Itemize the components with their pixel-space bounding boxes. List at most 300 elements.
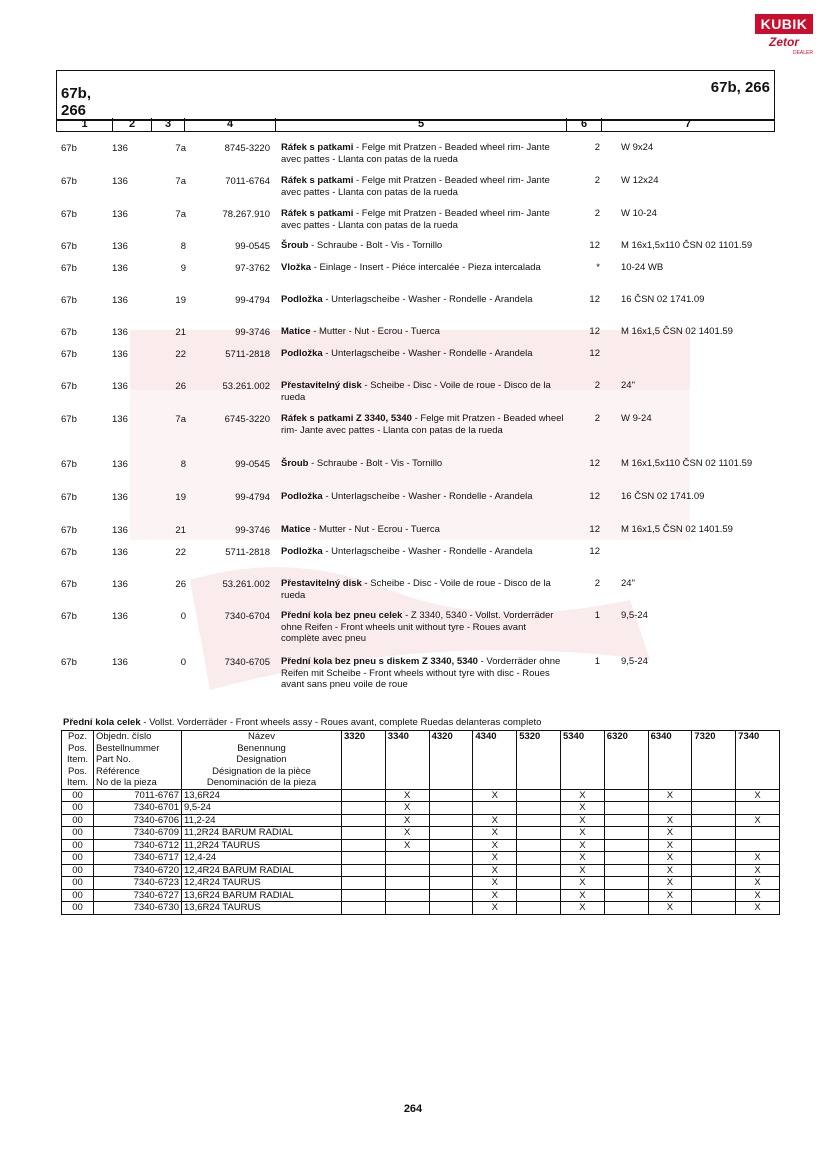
part-figure: 136 <box>112 263 128 274</box>
page-number: 264 <box>403 1103 423 1115</box>
model-applicability-mark <box>692 814 736 827</box>
model-applicability-mark <box>429 877 473 890</box>
part-number: 99-0545 <box>235 459 270 470</box>
model-applicability-mark <box>429 802 473 815</box>
model-applicability-mark <box>429 839 473 852</box>
part-description <box>281 610 566 645</box>
header-line: Référence <box>96 765 140 777</box>
model-applicability-mark <box>692 827 736 840</box>
table-row <box>62 814 780 827</box>
header-line: Pos. <box>67 742 87 754</box>
part-position: 22 <box>175 349 186 360</box>
part-figure: 136 <box>112 459 128 470</box>
part-group: 67b <box>61 381 77 392</box>
model-applicability-mark: X <box>648 864 692 877</box>
part-number: 99-0545 <box>235 241 270 252</box>
model-applicability-mark: X <box>473 814 517 827</box>
part-name-cz: Matice <box>281 326 311 337</box>
part-number: 53.261.002 <box>222 579 270 590</box>
header-line: Designation <box>236 754 287 765</box>
part-description <box>281 262 566 274</box>
part-quantity: 12 <box>589 524 600 535</box>
model-applicability-mark <box>517 839 561 852</box>
row-part-number: 7340-6712 <box>94 839 182 852</box>
header-line: No de la pieza <box>96 777 157 788</box>
colnum-7: 7 <box>684 118 692 130</box>
model-applicability-mark: X <box>560 889 604 902</box>
header-line: Désignation de la pièce <box>212 765 311 777</box>
part-figure: 136 <box>112 295 128 306</box>
model-applicability-mark <box>342 814 386 827</box>
table-row <box>62 902 780 915</box>
model-applicability-mark <box>692 889 736 902</box>
part-figure: 136 <box>112 611 128 622</box>
model-applicability-mark <box>604 852 648 865</box>
part-number: 7340-6705 <box>224 657 270 668</box>
part-quantity: 2 <box>594 142 600 153</box>
part-note: 10-24 WB <box>621 262 664 273</box>
assy-title-bold: Přední kola celek <box>63 717 141 728</box>
model-applicability-mark: X <box>385 814 429 827</box>
header-line: Poz. <box>67 731 87 742</box>
part-number: 53.261.002 <box>222 381 270 392</box>
part-figure: 136 <box>112 547 128 558</box>
model-applicability-mark: X <box>648 889 692 902</box>
model-applicability-mark <box>429 814 473 827</box>
model-applicability-mark: X <box>560 802 604 815</box>
model-applicability-mark <box>517 852 561 865</box>
part-figure: 136 <box>112 241 128 252</box>
row-pos: 00 <box>62 902 94 915</box>
part-group: 67b <box>61 579 77 590</box>
model-applicability-mark: X <box>385 839 429 852</box>
part-description <box>281 240 566 252</box>
part-position: 26 <box>175 579 186 590</box>
model-applicability-mark <box>604 902 648 915</box>
part-group: 67b <box>61 176 77 187</box>
part-description <box>281 175 566 198</box>
part-description <box>281 578 566 601</box>
table-row <box>62 877 780 890</box>
part-note: W 9x24 <box>621 142 654 153</box>
colnum-1: 1 <box>81 118 88 130</box>
model-applicability-mark <box>517 789 561 802</box>
part-position: 8 <box>180 241 186 252</box>
front-wheels-assy-table <box>61 730 780 915</box>
part-name-cz: Podložka <box>281 491 323 502</box>
row-designation: 11,2R24 BARUM RADIAL <box>182 827 342 840</box>
model-applicability-mark <box>385 852 429 865</box>
part-name-cz: Ráfek s patkami Z 3340, 5340 <box>281 413 412 424</box>
part-quantity: * <box>596 262 600 273</box>
colnum-2: 2 <box>128 118 136 130</box>
header-line: Objedn. číslo <box>96 731 152 742</box>
model-applicability-mark <box>604 827 648 840</box>
part-figure: 136 <box>112 492 128 503</box>
part-group: 67b <box>61 241 77 252</box>
header-section-left <box>61 85 91 119</box>
row-part-number: 7340-6730 <box>94 902 182 915</box>
header-line: Bestellnummer <box>96 742 160 754</box>
row-part-number: 7340-6706 <box>94 814 182 827</box>
model-applicability-mark: X <box>648 839 692 852</box>
part-quantity: 2 <box>594 208 600 219</box>
model-applicability-mark <box>692 877 736 890</box>
part-figure: 136 <box>112 579 128 590</box>
part-note: M 16x1,5 ČSN 02 1401.59 <box>621 326 733 337</box>
model-applicability-mark <box>429 789 473 802</box>
model-applicability-mark: X <box>560 839 604 852</box>
row-pos: 00 <box>62 789 94 802</box>
row-part-number: 7340-6709 <box>94 827 182 840</box>
part-note: 16 ČSN 02 1741.09 <box>621 491 705 502</box>
part-name-cz: Ráfek s patkami <box>281 175 354 186</box>
part-name-cz: Přední kola bez pneu celek <box>281 610 403 621</box>
assy-table-title <box>63 717 541 728</box>
header-line: Benennung <box>237 742 286 754</box>
assy-title-rest: - Vollst. Vorderräder - Front wheels assy - Roues avant, complete Ruedas delanteras completo <box>140 717 542 728</box>
model-applicability-mark: X <box>648 827 692 840</box>
part-position: 26 <box>175 381 186 392</box>
part-name-translations: - Scheibe - Disc - Voile de roue - Disco de la rueda <box>281 578 551 601</box>
model-applicability-mark: X <box>648 789 692 802</box>
part-quantity: 2 <box>594 413 600 424</box>
model-applicability-mark: X <box>473 789 517 802</box>
model-applicability-mark <box>692 864 736 877</box>
model-applicability-mark <box>692 852 736 865</box>
row-pos: 00 <box>62 864 94 877</box>
model-applicability-mark: X <box>560 814 604 827</box>
row-part-number: 7340-6723 <box>94 877 182 890</box>
table-row <box>62 827 780 840</box>
table-row <box>62 802 780 815</box>
model-applicability-mark: X <box>473 864 517 877</box>
part-position: 7a <box>175 209 186 220</box>
model-applicability-mark <box>517 864 561 877</box>
colnum-4: 4 <box>226 118 234 130</box>
part-position: 7a <box>175 176 186 187</box>
model-applicability-mark <box>517 902 561 915</box>
model-applicability-mark <box>604 802 648 815</box>
part-quantity: 1 <box>594 610 600 621</box>
model-applicability-mark: X <box>736 902 780 915</box>
part-note: 16 ČSN 02 1741.09 <box>621 294 705 305</box>
model-applicability-mark <box>736 827 780 840</box>
part-description <box>281 294 566 306</box>
row-part-number: 7340-6727 <box>94 889 182 902</box>
model-applicability-mark <box>692 902 736 915</box>
part-group: 67b <box>61 414 77 425</box>
part-description <box>281 491 566 503</box>
model-applicability-mark: X <box>385 789 429 802</box>
row-part-number: 7340-6717 <box>94 852 182 865</box>
model-column-header: 7320 <box>692 731 736 790</box>
model-applicability-mark <box>385 864 429 877</box>
part-quantity: 12 <box>589 458 600 469</box>
model-applicability-mark <box>648 802 692 815</box>
row-designation: 12,4R24 BARUM RADIAL <box>182 864 342 877</box>
part-name-cz: Přestavitelný disk <box>281 578 362 589</box>
part-note: 9,5-24 <box>621 656 648 667</box>
model-column-header: 6320 <box>604 731 648 790</box>
part-position: 7a <box>175 143 186 154</box>
model-column-header: 7340 <box>736 731 780 790</box>
part-name-translations: - Z 3340, 5340 - Vollst. Vorderräder ohne Reifen - Front wheels unit without tyre - Roues avant complète avec pneu <box>281 610 554 644</box>
model-applicability-mark <box>517 889 561 902</box>
part-position: 9 <box>180 263 186 274</box>
model-applicability-mark <box>342 877 386 890</box>
assy-header-row <box>62 731 780 790</box>
part-description <box>281 546 566 558</box>
part-quantity: 2 <box>594 175 600 186</box>
model-applicability-mark <box>692 839 736 852</box>
colnum-3: 3 <box>164 118 172 130</box>
part-note: M 16x1,5x110 ČSN 02 1101.59 <box>621 458 753 469</box>
header-designation <box>182 731 342 790</box>
part-name-cz: Ráfek s patkami <box>281 208 354 219</box>
part-description <box>281 458 566 470</box>
model-applicability-mark <box>342 802 386 815</box>
model-applicability-mark: X <box>385 802 429 815</box>
part-figure: 136 <box>112 381 128 392</box>
part-name-translations: - Unterlagscheibe - Washer - Rondelle - Arandela <box>322 348 533 359</box>
part-note: M 16x1,5 ČSN 02 1401.59 <box>621 524 733 535</box>
kubik-zetor-logo <box>755 14 813 66</box>
part-name-translations: - Felge mit Pratzen - Beaded wheel rim- Jante avec pattes - Llanta con patas de la rueda <box>281 208 550 231</box>
row-designation: 9,5-24 <box>182 802 342 815</box>
part-name-translations: - Unterlagscheibe - Washer - Rondelle - Arandela <box>322 491 533 502</box>
model-applicability-mark: X <box>473 827 517 840</box>
part-quantity: 12 <box>589 326 600 337</box>
model-applicability-mark: X <box>473 852 517 865</box>
part-quantity: 12 <box>589 546 600 557</box>
model-applicability-mark <box>429 852 473 865</box>
part-figure: 136 <box>112 525 128 536</box>
header-section-right: 67b, 266 <box>710 79 770 96</box>
row-designation: 11,2R24 TAURUS <box>182 839 342 852</box>
model-applicability-mark <box>604 877 648 890</box>
part-name-cz: Šroub <box>281 240 309 251</box>
part-quantity: 12 <box>589 240 600 251</box>
model-applicability-mark <box>429 889 473 902</box>
logo-zetor-text: Zetor <box>769 35 799 49</box>
model-applicability-mark <box>342 852 386 865</box>
model-applicability-mark: X <box>736 889 780 902</box>
part-note: W 12x24 <box>621 175 659 186</box>
part-description <box>281 413 566 436</box>
model-column-header: 5320 <box>517 731 561 790</box>
model-applicability-mark <box>517 877 561 890</box>
part-number: 99-3746 <box>235 327 270 338</box>
part-name-cz: Přestavitelný disk <box>281 380 362 391</box>
part-position: 21 <box>175 525 186 536</box>
model-applicability-mark <box>429 902 473 915</box>
model-applicability-mark: X <box>473 902 517 915</box>
part-description <box>281 380 566 403</box>
model-applicability-mark <box>429 864 473 877</box>
part-number: 78.267.910 <box>222 209 270 220</box>
part-number: 7011-6764 <box>225 176 270 187</box>
part-name-translations: - Unterlagscheibe - Washer - Rondelle - Arandela <box>322 294 533 305</box>
row-designation: 11,2-24 <box>182 814 342 827</box>
part-name-cz: Přední kola bez pneu s diskem Z 3340, 5340 <box>281 656 478 667</box>
part-number: 99-4794 <box>235 295 270 306</box>
part-description <box>281 326 566 338</box>
model-column-header: 4320 <box>429 731 473 790</box>
model-applicability-mark <box>342 902 386 915</box>
row-part-number: 7011-6767 <box>94 789 182 802</box>
part-group: 67b <box>61 327 77 338</box>
part-position: 7a <box>175 414 186 425</box>
header-part-no <box>94 731 182 790</box>
row-pos: 00 <box>62 852 94 865</box>
part-figure: 136 <box>112 327 128 338</box>
row-pos: 00 <box>62 839 94 852</box>
part-figure: 136 <box>112 657 128 668</box>
model-applicability-mark <box>385 877 429 890</box>
part-name-translations: - Schraube - Bolt - Vis - Tornillo <box>308 458 443 469</box>
model-applicability-mark <box>604 789 648 802</box>
model-applicability-mark <box>604 814 648 827</box>
part-position: 0 <box>180 611 186 622</box>
header-line: Denominación de la pieza <box>206 777 317 788</box>
part-number: 99-3746 <box>235 525 270 536</box>
model-applicability-mark: X <box>560 902 604 915</box>
part-name-translations: - Scheibe - Disc - Voile de roue - Disco de la rueda <box>281 380 551 403</box>
part-name-cz: Podložka <box>281 546 323 557</box>
part-position: 19 <box>175 492 186 503</box>
header-left-line1: 67b, <box>61 85 92 102</box>
model-applicability-mark: X <box>736 864 780 877</box>
part-note: 24" <box>621 380 635 391</box>
part-note: W 10-24 <box>621 208 657 219</box>
header-line: Part No. <box>96 754 131 765</box>
part-name-cz: Šroub <box>281 458 309 469</box>
part-group: 67b <box>61 657 77 668</box>
model-applicability-mark <box>517 802 561 815</box>
part-group: 67b <box>61 492 77 503</box>
model-applicability-mark: X <box>736 814 780 827</box>
model-applicability-mark: X <box>648 814 692 827</box>
model-applicability-mark: X <box>560 789 604 802</box>
part-group: 67b <box>61 295 77 306</box>
model-applicability-mark <box>604 839 648 852</box>
model-applicability-mark: X <box>560 877 604 890</box>
part-figure: 136 <box>112 349 128 360</box>
colnum-6: 6 <box>580 118 588 130</box>
part-name-translations: - Felge mit Pratzen - Beaded wheel rim- Jante avec pattes - Llanta con patas de la rueda <box>281 175 550 198</box>
model-applicability-mark <box>517 827 561 840</box>
model-applicability-mark <box>342 827 386 840</box>
part-quantity: 2 <box>594 380 600 391</box>
model-column-header: 5340 <box>560 731 604 790</box>
row-designation: 12,4R24 TAURUS <box>182 877 342 890</box>
table-row <box>62 889 780 902</box>
model-applicability-mark: X <box>736 852 780 865</box>
header-left-line2: 266 <box>61 102 87 119</box>
model-applicability-mark <box>473 802 517 815</box>
part-number: 97-3762 <box>235 263 270 274</box>
part-position: 19 <box>175 295 186 306</box>
row-designation: 13,6R24 BARUM RADIAL <box>182 889 342 902</box>
part-group: 67b <box>61 547 77 558</box>
model-applicability-mark: X <box>648 902 692 915</box>
model-column-header: 4340 <box>473 731 517 790</box>
part-name-translations: - Felge mit Pratzen - Beaded wheel rim- Jante avec pattes - Llanta con patas de la rueda <box>281 413 564 436</box>
model-applicability-mark: X <box>385 827 429 840</box>
table-row <box>62 864 780 877</box>
part-position: 8 <box>180 459 186 470</box>
part-number: 6745-3220 <box>224 414 270 425</box>
model-applicability-mark: X <box>648 877 692 890</box>
table-row <box>62 789 780 802</box>
part-name-translations: - Mutter - Nut - Ecrou - Tuerca <box>310 326 440 337</box>
model-applicability-mark: X <box>473 839 517 852</box>
part-note: W 9-24 <box>621 413 652 424</box>
part-name-cz: Podložka <box>281 294 323 305</box>
part-group: 67b <box>61 459 77 470</box>
part-quantity: 2 <box>594 578 600 589</box>
assy-table-body <box>62 789 780 914</box>
model-applicability-mark <box>604 864 648 877</box>
model-applicability-mark <box>517 814 561 827</box>
part-description <box>281 524 566 536</box>
model-column-header: 3320 <box>342 731 386 790</box>
part-name-translations: - Unterlagscheibe - Washer - Rondelle - Arandela <box>322 546 533 557</box>
part-group: 67b <box>61 611 77 622</box>
part-description <box>281 208 566 231</box>
part-name-translations: - Vorderräder ohne Reifen mit Scheibe - Front wheels without tyre with disc - Roues avant sans pneu voile de roue <box>281 656 561 690</box>
logo-kubik-text: KUBIK <box>755 14 813 34</box>
part-group: 67b <box>61 209 77 220</box>
part-figure: 136 <box>112 176 128 187</box>
model-applicability-mark: X <box>648 852 692 865</box>
row-pos: 00 <box>62 802 94 815</box>
part-name-translations: - Felge mit Pratzen - Beaded wheel rim- Jante avec pattes - Llanta con patas de la rueda <box>281 142 550 165</box>
part-number: 5711-2818 <box>225 547 270 558</box>
part-figure: 136 <box>112 143 128 154</box>
row-pos: 00 <box>62 889 94 902</box>
model-applicability-mark <box>692 802 736 815</box>
part-figure: 136 <box>112 414 128 425</box>
model-column-header: 3340 <box>385 731 429 790</box>
row-designation: 13,6R24 <box>182 789 342 802</box>
part-number: 99-4794 <box>235 492 270 503</box>
part-figure: 136 <box>112 209 128 220</box>
part-group: 67b <box>61 525 77 536</box>
part-quantity: 12 <box>589 348 600 359</box>
part-position: 22 <box>175 547 186 558</box>
header-pos <box>62 731 94 790</box>
table-row <box>62 839 780 852</box>
model-applicability-mark: X <box>560 864 604 877</box>
model-column-header: 6340 <box>648 731 692 790</box>
model-applicability-mark <box>736 802 780 815</box>
part-description <box>281 142 566 165</box>
part-name-cz: Ráfek s patkami <box>281 142 354 153</box>
header-line: Item. <box>66 777 89 788</box>
model-applicability-mark: X <box>560 827 604 840</box>
part-description <box>281 656 566 691</box>
model-applicability-mark <box>342 889 386 902</box>
header-line: Pos. <box>67 765 87 777</box>
model-applicability-mark <box>429 827 473 840</box>
part-position: 0 <box>180 657 186 668</box>
part-name-translations: - Einlage - Insert - Piéce intercalée - Pieza intercalada <box>311 262 541 273</box>
part-number: 5711-2818 <box>225 349 270 360</box>
part-name-cz: Matice <box>281 524 311 535</box>
section-header <box>56 70 775 121</box>
